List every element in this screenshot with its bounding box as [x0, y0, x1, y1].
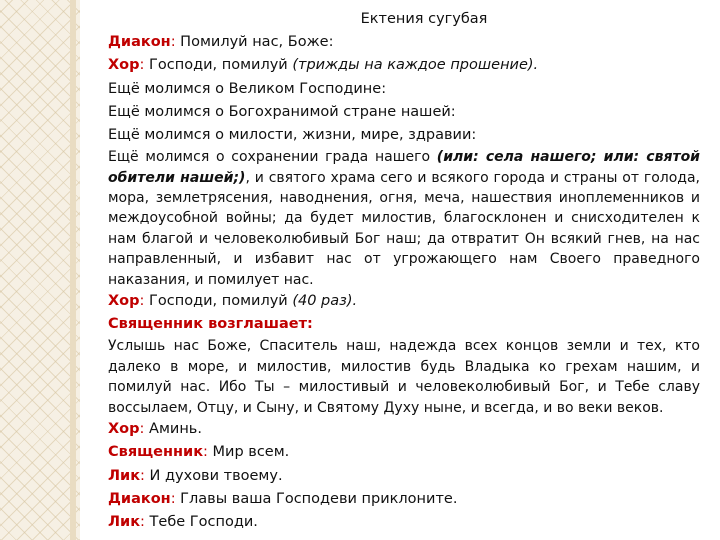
line-text: Аминь. — [144, 421, 202, 438]
line-choir-2: Хор: Господи, помилуй (40 раз). — [108, 293, 358, 310]
role-label: Лик — [108, 467, 141, 484]
line-text: Главы ваша Господеви приклоните. — [175, 490, 458, 507]
line-priest-exclaims — [108, 313, 700, 336]
role-label: Хор — [108, 57, 140, 74]
line-text: Тебе Господи. — [144, 513, 258, 530]
line-choir-1: Хор: Господи, помилуй (трижды на каждое прошение). — [108, 57, 539, 74]
petition-paragraph — [108, 147, 700, 290]
petition-line: Ещё молимся о милости, жизни, мире, здравии: — [108, 127, 477, 144]
sidebar-stripe — [70, 0, 76, 540]
role-label: Хор — [108, 421, 140, 438]
line-text: И духови твоему. — [144, 467, 283, 484]
petition-line: Ещё молимся о Великом Господине: — [108, 80, 387, 97]
rubric-alternative: (или: села нашего; или: святой обители нашей;) — [108, 149, 700, 186]
line-choir-amen: Хор: Аминь. — [108, 421, 202, 438]
line-lik-2: Лик: Тебе Господи. — [108, 513, 258, 530]
decorative-sidebar — [0, 0, 80, 540]
sidebar-pattern — [0, 0, 80, 540]
page-title: Ектения сугубая — [360, 11, 488, 27]
line-deacon-1: Диакон: Помилуй нас, Боже: — [108, 34, 334, 51]
role-label: Священник возглашает: — [108, 316, 313, 333]
rubric-note: (40 раз). — [292, 293, 358, 310]
role-label: Хор — [108, 293, 140, 310]
role-label: Священник — [108, 444, 204, 461]
role-label: Диакон — [108, 34, 171, 51]
document-body — [108, 8, 700, 534]
paragraph-rest: , и святого храма сего и всякого города и страны от голода, мора, землетрясения, наводнения, огня, меча, нашествия иноплеменников и междоусобной войны; да будет милостив, благосклонен и снисходителен к нам благой и человеколюбивый Бог наш; да отвратит Он всякий гнев, на нас направленный, и избавит нас от угрожающего нам Своего праведного наказания, и помилует нас. — [108, 169, 701, 288]
line-text: Господи, помилуй — [144, 293, 293, 310]
petition-line: Ещё молимся о Богохранимой стране нашей: — [108, 103, 456, 120]
line-text: Мир всем. — [207, 444, 290, 461]
line-deacon-2: Диакон: Главы ваша Господеви приклоните. — [108, 490, 458, 507]
exclamation-paragraph: Услышь нас Боже, Спаситель наш, надежда всех концов земли и тех, кто далеко в море, и милостив, милостив будь Владыка ко грехам нашим, и помилуй нас. Ибо Ты – милостивый и человеколюбивый Бог, и Тебе славу воссылаем, Отцу, и Сыну, и Святому Духу ныне, и всегда, и во веки веков. — [108, 338, 700, 416]
paragraph-start: Ещё молимся о сохранении града нашего — [108, 149, 437, 166]
line-text: Помилуй нас, Боже: — [175, 34, 334, 51]
role-label: Лик — [108, 513, 141, 530]
line-text: Господи, помилуй — [144, 57, 293, 74]
line-priest: Священник: Мир всем. — [108, 444, 290, 461]
rubric-note: (трижды на каждое прошение). — [292, 57, 539, 74]
line-lik-1: Лик: И духови твоему. — [108, 467, 283, 484]
role-label: Диакон — [108, 490, 171, 507]
